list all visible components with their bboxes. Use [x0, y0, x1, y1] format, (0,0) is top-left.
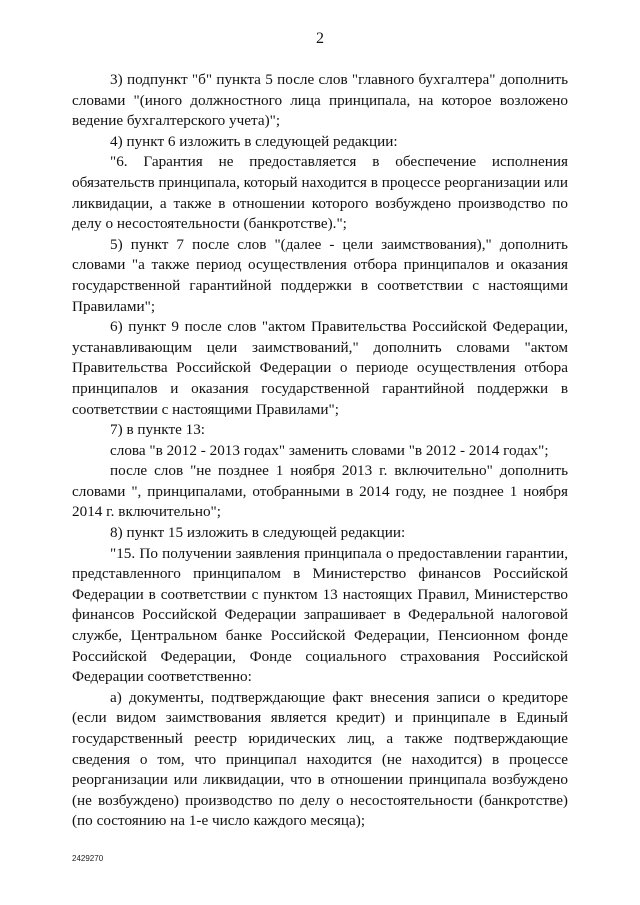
paragraph-item-8-text: "15. По получении заявления принципала о предоставлении гарантии, представленного принципалом в Министерство финансов Российской Федерации в соответствии с пунктом 13 настоящих Правил, Министерство финансов Российской Федерации запрашивает в Федеральной налоговой службе, Центральном банке Российской Федерации, Пенсионном фонде Российской Федерации, Фонде социального страхования Российской Федерации соответственно:	[72, 544, 568, 686]
page-number: 2	[316, 30, 324, 47]
paragraph-item-7-sub-2: после слов "не позднее 1 ноября 2013 г. включительно" дополнить словами ", принципалами, отобранными в 2014 году, не позднее 1 ноября 2014 г. включительно";	[72, 462, 568, 521]
document-code: 2429270	[72, 854, 104, 863]
paragraph-item-6: 6) пункт 9 после слов "актом Правительства Российской Федерации, устанавливающим цели заимствований," дополнить словами "актом Правительства Российской Федерации о периоде осуществления отбора принципалов и оказания государственной гарантийной поддержки в соответствии с настоящими Правилами";	[72, 318, 568, 418]
document-body	[72, 70, 568, 832]
paragraph-item-8-sub-a: а) документы, подтверждающие факт внесения записи о кредиторе (если видом заимствования является кредит) и принципале в Единый государственный реестр юридических лиц, а также подтверждающие сведения о том, что принципал находится (не находится) в процессе реорганизации или ликвидации, что в отношении принципала возбуждено (не возбуждено) производство по делу о несостоятельности (банкротстве) (по состоянию на 1-е число каждого месяца);	[72, 688, 568, 830]
paragraph-item-4-text: "6. Гарантия не предоставляется в обеспечение исполнения обязательств принципала, который находится в процессе реорганизации или ликвидации, а также в отношении которого возбуждено производство по делу о несостоятельности (банкротстве).";	[72, 153, 568, 233]
paragraph-item-8: 8) пункт 15 изложить в следующей редакции:	[110, 524, 406, 542]
paragraph-item-4: 4) пункт 6 изложить в следующей редакции:	[110, 132, 398, 150]
paragraph-item-5: 5) пункт 7 после слов "(далее - цели заимствования)," дополнить словами "а также период осуществления отбора принципалов и оказания государственной гарантийной поддержки в соответствии с настоящими Правилами";	[72, 235, 568, 315]
paragraph-item-7: 7) в пункте 13:	[110, 421, 206, 439]
paragraph-item-3: 3) подпункт "б" пункта 5 после слов "главного бухгалтера" дополнить словами "(иного должностного лица принципала, на которое возложено ведение бухгалтерского учета)";	[72, 71, 568, 130]
paragraph-item-7-sub-1: слова "в 2012 - 2013 годах" заменить словами "в 2012 - 2014 годах";	[110, 441, 549, 459]
